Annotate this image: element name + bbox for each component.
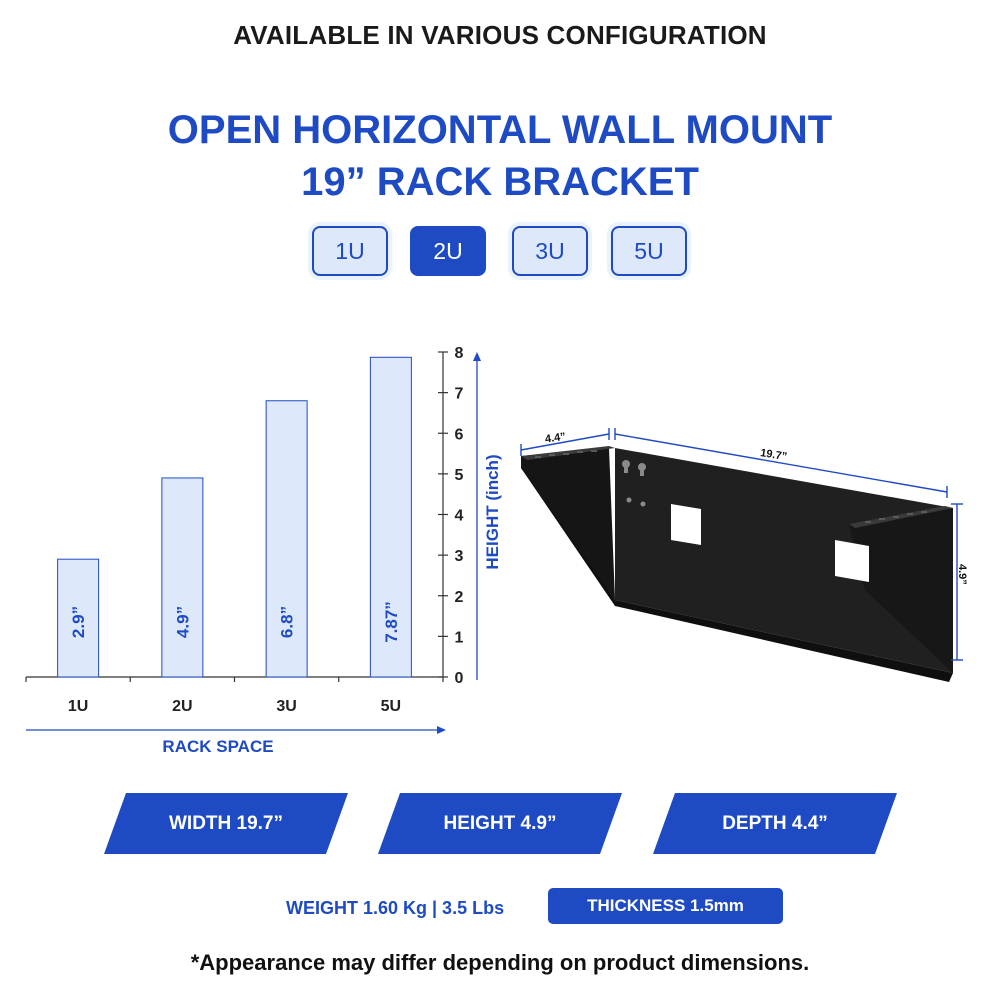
config-button-5u[interactable]: 5U — [611, 226, 687, 276]
bar-2u — [162, 478, 203, 677]
config-button-2u[interactable]: 2U — [410, 226, 486, 276]
bar-data-label: 6.8” — [277, 605, 297, 639]
spec-width-label: WIDTH 19.7” — [168, 812, 284, 834]
page-title-line-2: 19” RACK BRACKET — [301, 160, 699, 204]
spec-depth — [653, 793, 897, 854]
x-tick-label: 1U — [67, 698, 89, 715]
x-tick-label: 5U — [380, 698, 402, 715]
bar-data-label: 2.9” — [69, 605, 89, 639]
spec-depth-label: DEPTH 4.4” — [722, 812, 828, 834]
y-tick-label: 2 — [454, 588, 464, 606]
page-title-line-1: OPEN HORIZONTAL WALL MOUNT — [167, 108, 833, 152]
bar-data-label: 4.9” — [173, 605, 193, 639]
y-tick-label: 1 — [454, 629, 464, 647]
y-tick-label: 7 — [454, 385, 464, 403]
y-axis-arrowhead — [473, 352, 481, 361]
top-caption: AVAILABLE IN VARIOUS CONFIGURATION — [233, 20, 767, 50]
x-axis-arrowhead — [437, 726, 446, 734]
y-tick-label: 0 — [454, 670, 464, 687]
width-dimension-label: 19.7” — [759, 447, 788, 464]
page-title — [0, 104, 1000, 208]
y-tick-label: 4 — [454, 507, 464, 525]
bar-data-label: 7.87” — [381, 601, 401, 643]
y-tick-label: 3 — [454, 548, 464, 566]
spec-width — [104, 793, 348, 854]
y-tick-label: 6 — [454, 426, 464, 444]
spec-height-label: HEIGHT 4.9” — [443, 812, 557, 834]
x-tick-label: 2U — [172, 698, 193, 715]
height-bar-chart — [0, 330, 500, 770]
y-axis-title: HEIGHT (inch) — [483, 454, 502, 570]
chart-bars — [58, 357, 412, 677]
disclaimer: *Appearance may differ depending on product dimensions. — [190, 950, 810, 975]
depth-dimension-label: 4.4” — [544, 430, 567, 446]
thickness-badge: THICKNESS 1.5mm — [548, 888, 783, 924]
bracket-illustration — [505, 420, 990, 700]
y-tick-label: 8 — [454, 345, 464, 362]
weight-text: WEIGHT 1.60 Kg | 3.5 Lbs — [286, 898, 505, 918]
spec-height — [378, 793, 622, 854]
x-axis-title: RACK SPACE — [162, 737, 274, 756]
config-button-1u[interactable]: 1U — [312, 226, 388, 276]
config-button-3u[interactable]: 3U — [512, 226, 588, 276]
height-dimension-label: 4.9” — [956, 564, 968, 585]
x-tick-label: 3U — [276, 698, 297, 715]
y-tick-label: 5 — [454, 466, 464, 484]
